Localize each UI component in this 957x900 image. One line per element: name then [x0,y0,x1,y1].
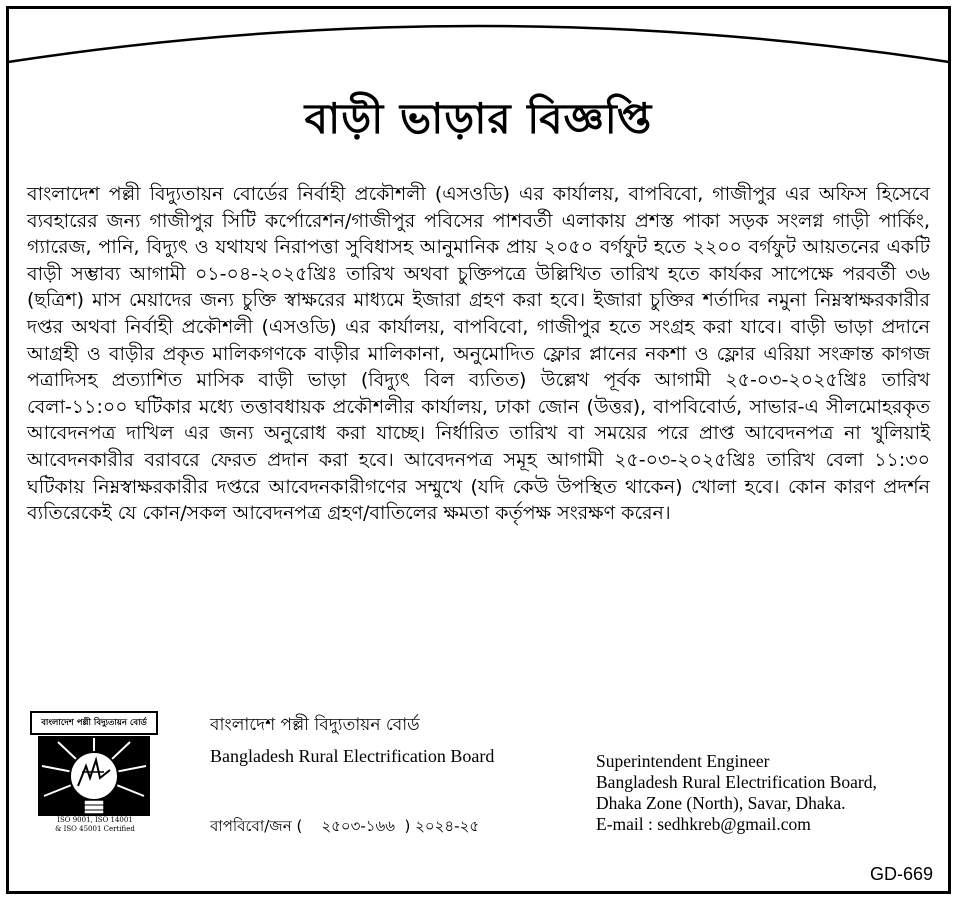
organization-name-en: Bangladesh Rural Electrification Board [210,746,495,766]
signature-block [596,751,877,835]
organization-name-bn: বাংলাদেশ পল্লী বিদ্যুতায়ন বোর্ড [210,715,420,735]
iso-line-1: ISO 9001, ISO 14001 [57,816,133,824]
signature-designation: Superintendent Engineer [596,751,770,771]
organization-name [210,712,494,767]
signature-address: Dhaka Zone (North), Savar, Dhaka. [596,793,846,813]
memo-number: বাপবিবো/জন ( ২৫০৩-১৬৬ ) ২০২৪-২৫ [210,817,480,835]
iso-certification [30,816,160,834]
iso-line-2: & ISO 45001 Certified [55,825,135,833]
ad-code: GD-669 [869,864,933,884]
notice-body: বাংলাদেশ পল্লী বিদ্যুতায়ন বোর্ডের নির্বাহী প্রকৌশলী (এসওডি) এর কার্যালয়, বাপবিবো, গাজীপুর এর অফিস হিসেবে ব্যবহারের জন্য গাজীপুর সিটি কর্পোরেশন/গাজীপুর পবিসের পাশবর্তী এলাকায় প্রশস্ত পাকা সড়ক সংলগ্ন গাড়ী পার্কিং, গ্যারেজ, পানি, বিদ্যুৎ ও যথাযথ নিরাপত্তা সুবিধাসহ আনুমানিক প্রায় ২০৫০ বর্গফুট হতে ২২০০ বর্গফুট আয়তনের একটি বাড়ী সম্ভাব্য আগামী ০১-০৪-২০২৫খ্রিঃ তারিখ অথবা চুক্তিপত্রে উল্লিখিত তারিখ হতে কার্যকর সাপেক্ষে পরবর্তী ৩৬ (ছত্রিশ) মাস মেয়াদের জন্য চুক্তি স্বাক্ষরের মাধ্যমে ইজারা গ্রহণ করা হবে। ইজারা চুক্তির শর্তাদির নমুনা নিম্নস্বাক্ষরকারীর দপ্তর অথবা নির্বাহী প্রকৌশলী (এসওডি) এর কার্যালয়, বাপবিবো, গাজীপুর হতে সংগ্রহ করা যাবে। বাড়ী ভাড়া প্রদানে আগ্রহী ও বাড়ীর প্রকৃত মালিকগণকে বাড়ীর মালিকানা, অনুমোদিত ফ্লোর প্লানের নকশা ও ফ্লোর এরিয়া সংক্রান্ত কাগজ পত্রাদিসহ প্রত্যাশিত মাসিক বাড়ী ভাড়া (বিদ্যুৎ বিল ব্যতিত) উল্লেখ পূর্বক আগামী ২৫-০৩-২০২৫খ্রিঃ তারিখ বেলা-১১:০০ ঘটিকার মধ্যে তত্তাবধায়ক প্রকৌশলীর কার্যালয়, ঢাকা জোন (উত্তর), বাপবিবোর্ড, সাভার-এ সীলমোহরকৃত আবেদনপত্র দাখিল এর জন্য অনুরোধ করা যাচ্ছে। নির্ধারিত তারিখ বা সময়ের পরে প্রাপ্ত আবেদনপত্র না খুলিয়াই আবেদনকারীর বরাবরে ফেরত প্রদান করা হবে। আবেদনপত্র সমূহ আগামী ২৫-০৩-২০২৫খ্রিঃ তারিখ বেলা ১১:৩০ ঘটিকায় নিম্নস্বাক্ষরকারীর দপ্তরে আবেদনকারীগণের সম্মুখে (যদি কেউ উপস্থিত থাকেন) খোলা হবে। কোন কারণ প্রদর্শন ব্যতিরেকেই যে কোন/সকল আবেদনপত্র গ্রহণ/বাতিলের ক্ষমতা কর্তৃপক্ষ সংরক্ষণ করেন। [27,183,930,525]
logo-banner-text: বাংলাদেশ পল্লী বিদ্যুতায়ন বোর্ড [30,711,158,735]
bulb-emblem-icon [38,736,150,816]
notice-title: বাড়ী ভাড়ার বিজ্ঞপ্তি [304,94,653,143]
breb-logo [30,706,160,848]
signature-email: E-mail : sedhkreb@gmail.com [596,814,811,834]
signature-organization: Bangladesh Rural Electrification Board, [596,772,877,792]
